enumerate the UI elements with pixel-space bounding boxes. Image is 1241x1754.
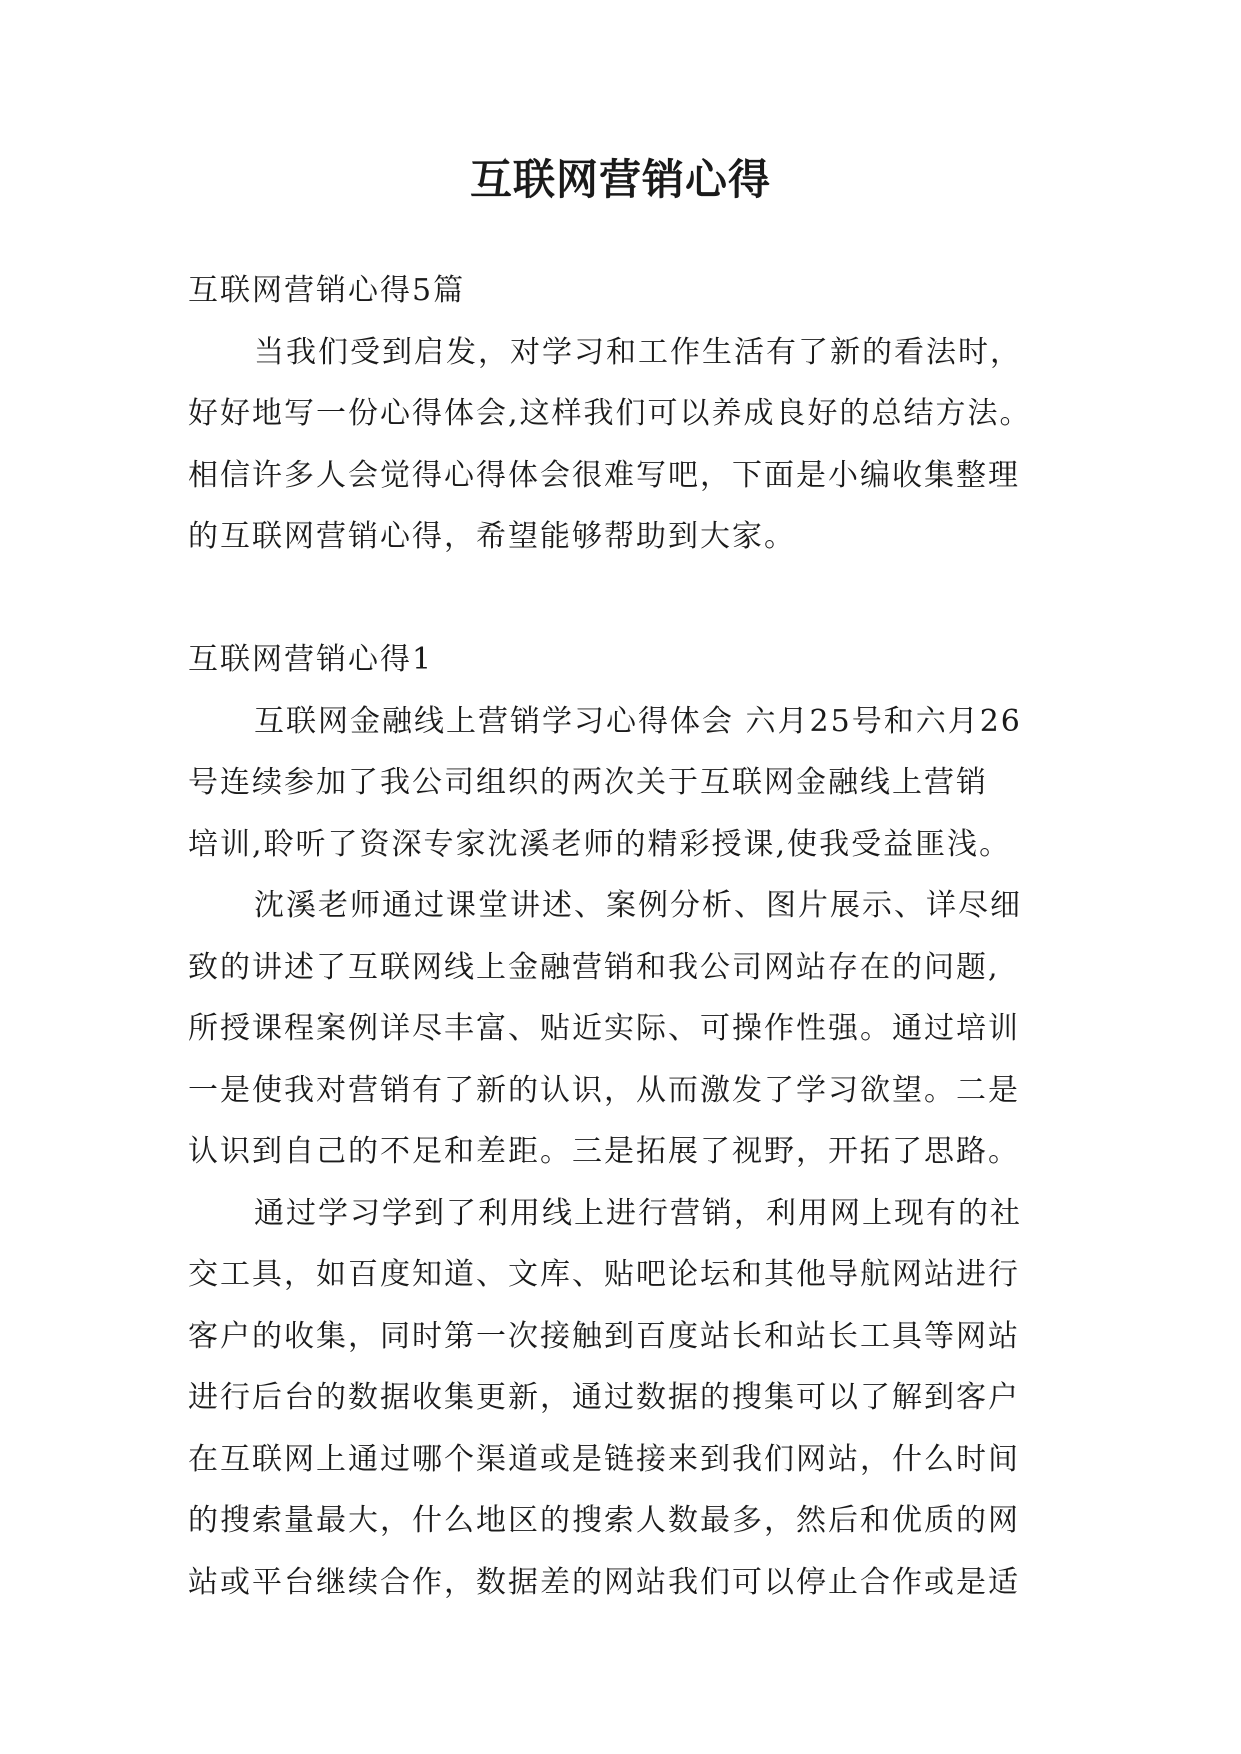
paragraph-line: 所授课程案例详尽丰富、贴近实际、可操作性强。通过培训 xyxy=(188,1011,1020,1046)
paragraph-line: 号连续参加了我公司组织的两次关于互联网金融线上营销 xyxy=(188,765,988,800)
intro-paragraph xyxy=(188,322,1068,568)
blank-line xyxy=(188,568,1068,630)
paragraph-line: 沈溪老师通过课堂讲述、案例分析、图片展示、详尽细 xyxy=(254,888,1022,923)
paragraph-line: 当我们受到启发，对学习和工作生活有了新的看法时， xyxy=(254,334,1022,370)
paragraph-line: 在互联网上通过哪个渠道或是链接来到我们网站，什么时间 xyxy=(188,1441,1020,1477)
paragraph-line: 一是使我对营销有了新的认识，从而激发了学习欲望。二是 xyxy=(188,1072,1020,1108)
paragraph-line: 进行后台的数据收集更新，通过数据的搜集可以了解到客户 xyxy=(188,1380,1020,1415)
paragraph-line: 的互联网营销心得，希望能够帮助到大家。 xyxy=(188,519,796,554)
paragraph-line: 交工具，如百度知道、文库、贴吧论坛和其他导航网站进行 xyxy=(188,1257,1020,1292)
document-title: 互联网营销心得 xyxy=(469,155,771,204)
paragraph-line: 相信许多人会觉得心得体会很难写吧，下面是小编收集整理 xyxy=(188,457,1020,493)
paragraph-line: 通过学习学到了利用线上进行营销，利用网上现有的社 xyxy=(254,1195,1022,1231)
section1-paragraph-2 xyxy=(188,875,1068,1183)
section-heading: 互联网营销心得1 xyxy=(188,642,434,677)
paragraph-line: 互联网金融线上营销学习心得体会 六月25号和六月26 xyxy=(254,703,1022,739)
section1-paragraph-3 xyxy=(188,1183,1068,1614)
paragraph-line: 站或平台继续合作，数据差的网站我们可以停止合作或是适 xyxy=(188,1564,1020,1600)
section1-paragraph-1 xyxy=(188,691,1068,876)
paragraph-line: 客户的收集，同时第一次接触到百度站长和站长工具等网站 xyxy=(188,1318,1020,1354)
paragraph-line: 的搜索量最大，什么地区的搜索人数最多，然后和优质的网 xyxy=(188,1503,1020,1538)
document-body xyxy=(188,260,1068,1613)
paragraph-line: 认识到自己的不足和差距。三是拓展了视野，开拓了思路。 xyxy=(188,1134,1020,1169)
paragraph-line: 致的讲述了互联网线上金融营销和我公司网站存在的问题, xyxy=(188,949,1000,985)
subtitle: 互联网营销心得5篇 xyxy=(188,273,466,308)
paragraph-line: 培训,聆听了资深专家沈溪老师的精彩授课,使我受益匪浅。 xyxy=(188,826,1012,862)
paragraph-line: 好好地写一份心得体会,这样我们可以养成良好的总结方法。 xyxy=(188,396,1032,431)
